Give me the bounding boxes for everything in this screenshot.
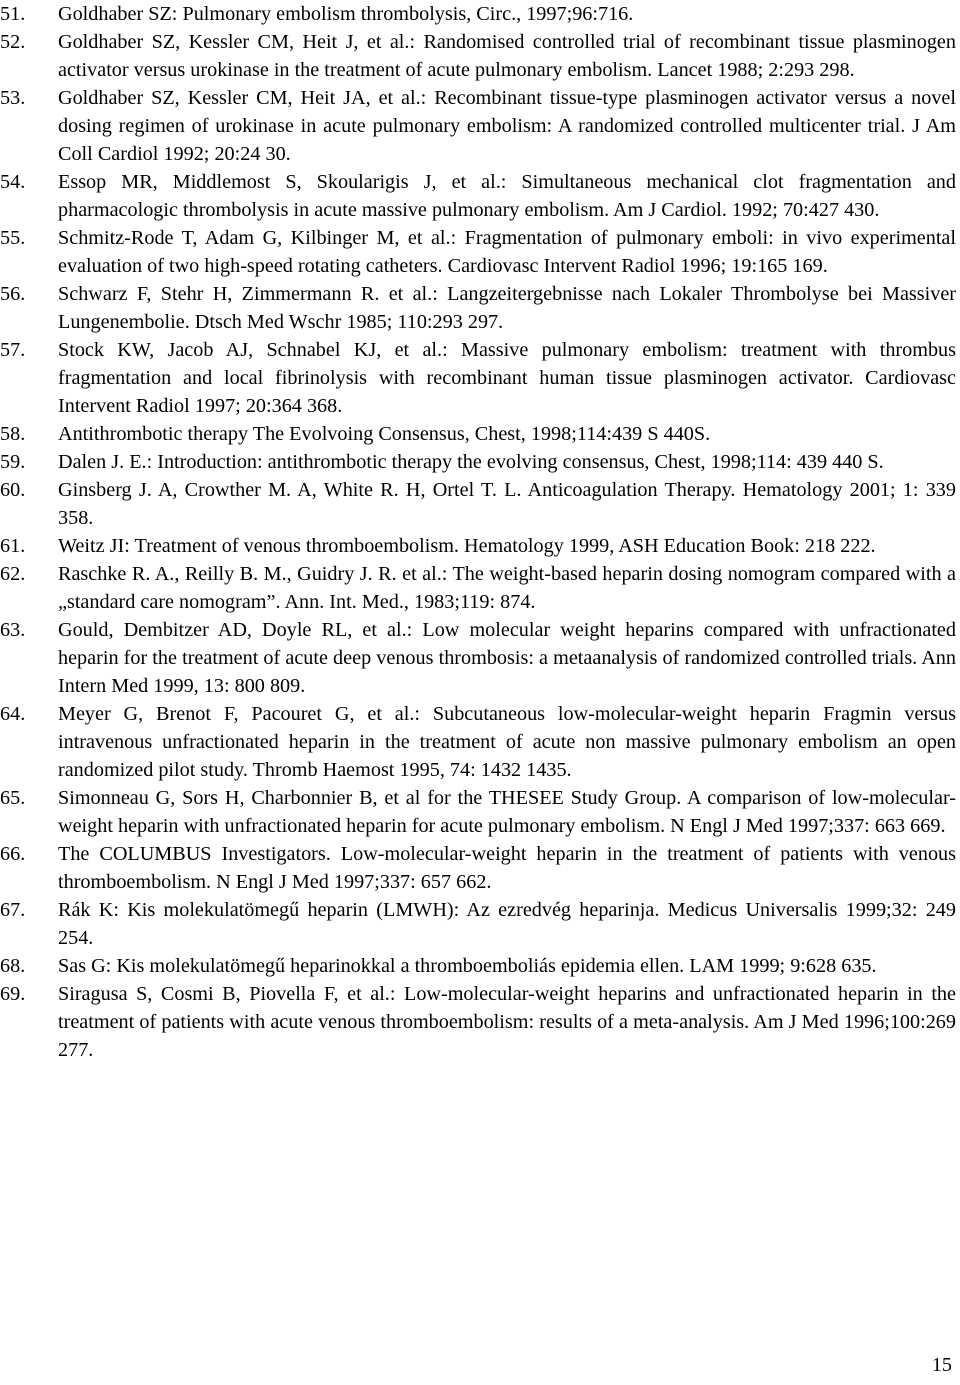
reference-text: Rák K: Kis molekulatömegű heparin (LMWH): Az ezredvég heparinja. Medicus Universalis 1999;32: 249 254. <box>58 899 956 949</box>
reference-item <box>0 224 956 280</box>
reference-number: 51. <box>0 3 26 25</box>
reference-text: Goldhaber SZ, Kessler CM, Heit JA, et al.: Recombinant tissue-type plasminogen activator versus a novel dosing regimen of urokinase in acute pulmonary embolism: A randomized controlled multicenter trial. J Am Coll Cardiol 1992; 20:24 30. <box>58 87 956 165</box>
reference-item <box>0 560 956 616</box>
reference-text: Raschke R. A., Reilly B. M., Guidry J. R. et al.: The weight-based heparin dosing nomogram compared with a „standard care nomogram”. Ann. Int. Med., 1983;119: 874. <box>58 563 956 613</box>
reference-item <box>0 616 956 700</box>
reference-number: 64. <box>0 703 26 725</box>
reference-text: Essop MR, Middlemost S, Skoularigis J, et al.: Simultaneous mechanical clot fragmentation and pharmacologic thrombolysis in acute massive pulmonary embolism. Am J Cardiol. 1992; 70:427 430. <box>58 171 956 221</box>
page-number: 15 <box>931 1354 952 1376</box>
reference-item <box>0 336 956 420</box>
reference-number: 52. <box>0 31 26 53</box>
reference-item <box>0 84 956 168</box>
reference-text: Sas G: Kis molekulatömegű heparinokkal a thromboemboliás epidemia ellen. LAM 1999; 9:628 635. <box>58 955 877 977</box>
reference-item <box>0 532 956 560</box>
reference-item <box>0 896 956 952</box>
reference-text: The COLUMBUS Investigators. Low-molecular-weight heparin in the treatment of patients with venous thromboembolism. N Engl J Med 1997;337: 657 662. <box>58 843 956 893</box>
reference-number: 56. <box>0 283 26 305</box>
reference-text: Gould, Dembitzer AD, Doyle RL, et al.: Low molecular weight heparins compared with unfractionated heparin for the treatment of acute deep venous thrombosis: a metaanalysis of randomized controlled trials. Ann Intern Med 1999, 13: 800 809. <box>58 619 956 697</box>
reference-text: Simonneau G, Sors H, Charbonnier B, et al for the THESEE Study Group. A comparison of low-molecular-weight heparin with unfractionated heparin for acute pulmonary embolism. N Engl J Med 1997;337: 663 669. <box>58 787 956 837</box>
reference-number: 67. <box>0 899 26 921</box>
reference-text: Siragusa S, Cosmi B, Piovella F, et al.: Low-molecular-weight heparins and unfractionated heparin in the treatment of patients with acute venous thromboembolism: results of a meta-analysis. Am J Med 1996;100:269 277. <box>58 983 956 1061</box>
reference-number: 65. <box>0 787 26 809</box>
reference-number: 55. <box>0 227 26 249</box>
reference-item <box>0 448 956 476</box>
reference-text: Ginsberg J. A, Crowther M. A, White R. H, Ortel T. L. Anticoagulation Therapy. Hematology 2001; 1: 339 358. <box>58 479 956 529</box>
reference-number: 63. <box>0 619 26 641</box>
reference-text: Schwarz F, Stehr H, Zimmermann R. et al.: Langzeitergebnisse nach Lokaler Thrombolyse bei Massiver Lungenembolie. Dtsch Med Wschr 1985; 110:293 297. <box>58 283 956 333</box>
reference-number: 54. <box>0 171 26 193</box>
reference-item <box>0 700 956 784</box>
reference-text: Stock KW, Jacob AJ, Schnabel KJ, et al.: Massive pulmonary embolism: treatment with thrombus fragmentation and local fibrinolysis with recombinant human tissue plasminogen activator. Cardiovasc Intervent Radiol 1997; 20:364 368. <box>58 339 956 417</box>
reference-text: Schmitz-Rode T, Adam G, Kilbinger M, et al.: Fragmentation of pulmonary emboli: in vivo experimental evaluation of two high-speed rotating catheters. Cardiovasc Intervent Radiol 1996; 19:165 169. <box>58 227 956 277</box>
reference-item <box>0 28 956 84</box>
reference-item <box>0 952 956 980</box>
reference-item <box>0 420 956 448</box>
reference-text: Antithrombotic therapy The Evolvoing Consensus, Chest, 1998;114:439 S 440S. <box>58 423 711 445</box>
reference-item <box>0 280 956 336</box>
reference-text: Weitz JI: Treatment of venous thromboembolism. Hematology 1999, ASH Education Book: 218 222. <box>58 535 876 557</box>
reference-text: Dalen J. E.: Introduction: antithrombotic therapy the evolving consensus, Chest, 1998;114: 439 440 S. <box>58 451 884 473</box>
reference-item <box>0 980 956 1064</box>
reference-number: 68. <box>0 955 26 977</box>
reference-number: 57. <box>0 339 26 361</box>
reference-item <box>0 784 956 840</box>
reference-text: Goldhaber SZ, Kessler CM, Heit J, et al.: Randomised controlled trial of recombinant tissue plasminogen activator versus urokinase in the treatment of acute pulmonary embolism. Lancet 1988; 2:293 298. <box>58 31 956 81</box>
reference-item <box>0 840 956 896</box>
reference-number: 61. <box>0 535 26 557</box>
reference-item <box>0 476 956 532</box>
reference-number: 66. <box>0 843 26 865</box>
reference-number: 58. <box>0 423 26 445</box>
reference-text: Meyer G, Brenot F, Pacouret G, et al.: Subcutaneous low-molecular-weight heparin Fragmin versus intravenous unfractionated heparin in the treatment of acute non massive pulmonary embolism an open randomized pilot study. Thromb Haemost 1995, 74: 1432 1435. <box>58 703 956 781</box>
reference-text: Goldhaber SZ: Pulmonary embolism thrombolysis, Circ., 1997;96:716. <box>58 3 634 25</box>
reference-number: 62. <box>0 563 26 585</box>
reference-number: 53. <box>0 87 26 109</box>
reference-item <box>0 0 956 28</box>
reference-number: 60. <box>0 479 26 501</box>
reference-item <box>0 168 956 224</box>
reference-number: 59. <box>0 451 26 473</box>
reference-number: 69. <box>0 983 26 1005</box>
